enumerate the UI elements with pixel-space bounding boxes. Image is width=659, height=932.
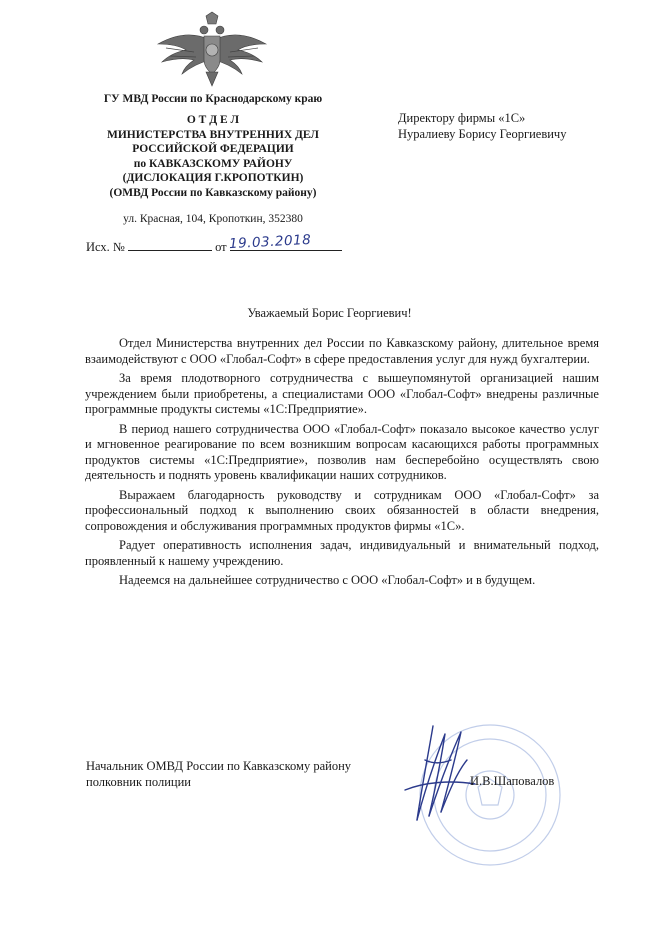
signer-position [86, 758, 351, 790]
handwritten-date: 19.03.2018 [228, 231, 312, 253]
mvd-emblem-icon [154, 10, 270, 90]
outgoing-number-label: Исх. № [86, 240, 125, 254]
body-paragraph: За время плодотворного сотрудничества с вышеупомянутой организацией нашим учреждением были приобретены, а специалистами ООО «Глобал-Софт» внедрены различные программные продукты системы «1С:Предприятие». [85, 371, 599, 416]
signer-name: И.В.Шаповалов [470, 774, 555, 788]
outgoing-date-label: от [215, 240, 227, 254]
org-line: РОССИЙСКОЙ ФЕДЕРАЦИИ [132, 143, 294, 155]
body-paragraph: Надеемся на дальнейшее сотрудничество с ООО «Глобал-Софт» и в будущем. [119, 573, 536, 587]
region-unit: ГУ МВД России по Краснодарскому краю [103, 93, 323, 105]
sender-header [62, 92, 364, 226]
org-line: О Т Д Е Л [186, 114, 240, 126]
body-paragraph: Радует оперативность исполнения задач, индивидуальный и внимательный подход, проявленный к нашему учреждению. [85, 538, 599, 568]
org-line: по КАВКАЗСКОМУ РАЙОНУ [133, 157, 293, 170]
recipient-block [398, 110, 566, 142]
signer-position-line: Начальник ОМВД России по Кавказскому району [86, 759, 352, 773]
org-line: (ОМВД России по Кавказскому району) [109, 186, 317, 199]
outgoing-number-blank [128, 250, 212, 251]
salutation: Уважаемый Борис Георгиевич! [247, 306, 412, 320]
outgoing-reference [86, 231, 342, 255]
body-paragraph: В период нашего сотрудничества ООО «Глобал-Софт» показало высокое качество услуг и мгновенное реагирование по всем возникшим вопросам касающихся работы программных продуктов системы «1С:Предприятие», позволив нам бесперебойно осуществлять свою деятельность и поднять уровень квалификации наших сотрудников. [85, 421, 599, 482]
recipient-line: Нуралиеву Борису Георгиевичу [398, 127, 567, 141]
org-name [62, 113, 364, 200]
letter-body [85, 336, 599, 593]
signer-position-line: полковник полиции [86, 775, 191, 789]
org-line: МИНИСТЕРСТВА ВНУТРЕННИХ ДЕЛ [106, 128, 320, 141]
body-paragraph: Выражаем благодарность руководству и сотрудникам ООО «Глобал-Софт» за профессиональный подход к выполнению своих обязанностей в области внедрения, сопровождения и обслуживания программных продуктов фирмы «1С». [85, 487, 599, 533]
body-paragraph: Отдел Министерства внутренних дел России по Кавказскому району, длительное время взаимодействуют с ООО «Глобал-Софт» в сфере предоставления услуг для нужд бухгалтерии. [85, 336, 599, 366]
sender-address: ул. Красная, 104, Кропоткин, 352380 [123, 213, 303, 225]
org-line: (ДИСЛОКАЦИЯ Г.КРОПОТКИН) [122, 172, 304, 184]
recipient-line: Директору фирмы «1С» [398, 111, 526, 125]
